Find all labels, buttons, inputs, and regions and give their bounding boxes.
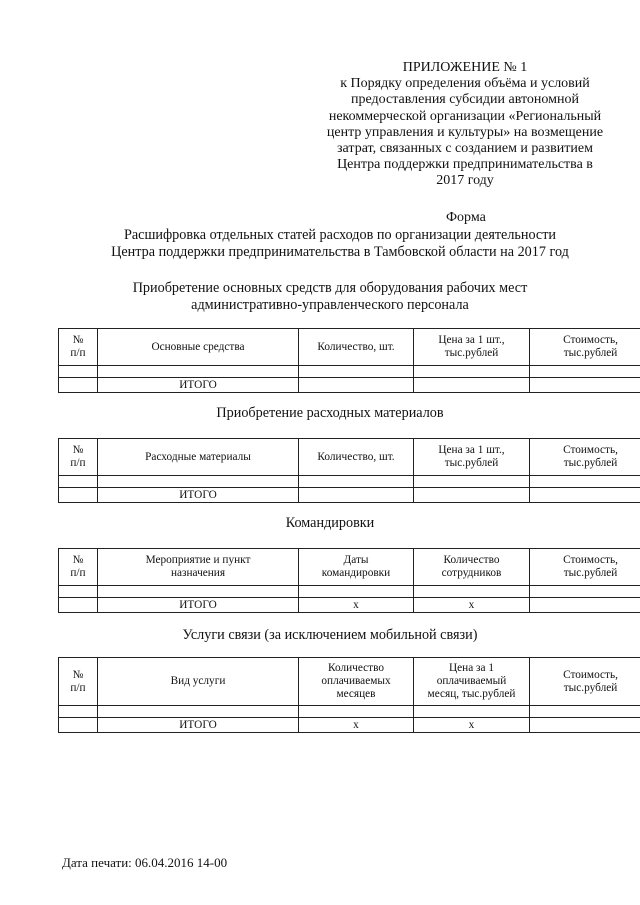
header-cell-number: № п/п — [59, 329, 98, 366]
appendix-line: некоммерческой организации «Региональный — [328, 108, 602, 124]
table-total-row — [59, 378, 640, 393]
header-cell-cost: Стоимость, тыс.рублей — [530, 549, 640, 586]
document-title — [40, 227, 640, 261]
print-date: Дата печати: 06.04.2016 14-00 — [62, 855, 228, 870]
document-title-line: Расшифровка отдельных статей расходов по организации деятельности — [123, 227, 557, 243]
table-header-row — [59, 439, 640, 476]
total-cell-na: x — [299, 718, 414, 733]
header-cell-item: Основные средства — [98, 329, 299, 366]
section-title-line: Приобретение основных средств для оборудования рабочих мест — [132, 280, 528, 296]
fixed-assets-table — [58, 328, 640, 393]
table-row — [59, 476, 640, 488]
total-label: ИТОГО — [98, 378, 299, 393]
table-header-row — [59, 329, 640, 366]
total-label: ИТОГО — [98, 488, 299, 503]
document-title-line: Центра поддержки предпринимательства в Тамбовской области на 2017 год — [111, 244, 569, 260]
section-title-line: Услуги связи (за исключением мобильной связи) — [182, 627, 478, 643]
header-cell-unit-price: Цена за 1 шт., тыс.рублей — [414, 329, 530, 366]
header-cell-dates: Даты командировки — [299, 549, 414, 586]
appendix-line: к Порядку определения объёма и условий — [340, 76, 590, 92]
appendix-line: 2017 году — [436, 173, 494, 189]
total-cell-na: x — [414, 718, 530, 733]
total-cell-na: x — [299, 598, 414, 613]
header-cell-cost: Стоимость, тыс.рублей — [530, 439, 640, 476]
table-row — [59, 586, 640, 598]
table-header-row — [59, 549, 640, 586]
section-title-line: административно-управленческого персонала — [191, 297, 469, 313]
table-total-row — [59, 488, 640, 503]
section-title-line: Командировки — [285, 515, 375, 531]
section-title-communication — [40, 627, 620, 644]
header-cell-cost: Стоимость, тыс.рублей — [530, 658, 640, 706]
header-cell-number: № п/п — [59, 658, 98, 706]
header-cell-quantity: Количество, шт. — [299, 329, 414, 366]
header-cell-event: Мероприятие и пункт назначения — [98, 549, 299, 586]
header-cell-monthly-price: Цена за 1 оплачиваемый месяц, тыс.рублей — [414, 658, 530, 706]
appendix-line: центр управления и культуры» на возмещение — [326, 124, 604, 140]
section-title-consumables — [40, 405, 620, 422]
form-label: Форма — [446, 210, 486, 225]
header-cell-employees: Количество сотрудников — [414, 549, 530, 586]
business-trips-table — [58, 548, 640, 613]
section-title-fixed-assets — [40, 280, 620, 314]
header-cell-cost: Стоимость, тыс.рублей — [530, 329, 640, 366]
total-label: ИТОГО — [98, 718, 299, 733]
header-cell-item: Расходные материалы — [98, 439, 299, 476]
appendix-line: предоставления субсидии автономной — [350, 92, 580, 108]
appendix-line: Центра поддержки предпринимательства в — [337, 157, 593, 173]
appendix-title: ПРИЛОЖЕНИЕ № 1 — [402, 60, 528, 75]
header-cell-unit-price: Цена за 1 шт., тыс.рублей — [414, 439, 530, 476]
total-label: ИТОГО — [98, 598, 299, 613]
header-cell-number: № п/п — [59, 439, 98, 476]
table-header-row — [59, 658, 640, 706]
table-total-row — [59, 598, 640, 613]
consumables-table — [58, 438, 640, 503]
header-cell-number: № п/п — [59, 549, 98, 586]
appendix-header — [300, 60, 630, 190]
section-title-line: Приобретение расходных материалов — [216, 405, 444, 421]
communication-table — [58, 657, 640, 733]
total-cell-na: x — [414, 598, 530, 613]
section-title-business-trips — [40, 515, 620, 532]
header-cell-quantity: Количество, шт. — [299, 439, 414, 476]
table-row — [59, 706, 640, 718]
table-total-row — [59, 718, 640, 733]
table-row — [59, 366, 640, 378]
appendix-line: затрат, связанных с созданием и развитием — [337, 141, 593, 157]
header-cell-service: Вид услуги — [98, 658, 299, 706]
header-cell-months: Количество оплачиваемых месяцев — [299, 658, 414, 706]
